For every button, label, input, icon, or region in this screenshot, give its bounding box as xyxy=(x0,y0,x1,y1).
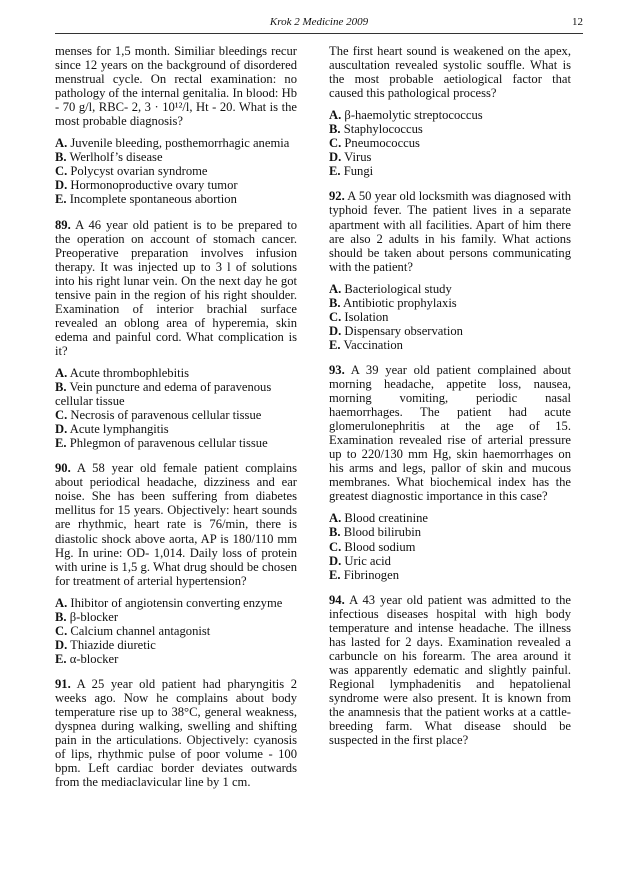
answer-text: Blood bilirubin xyxy=(343,525,422,540)
answer-option xyxy=(329,324,571,338)
answer-text: Blood sodium xyxy=(344,539,416,554)
answer-letter: B. xyxy=(55,380,67,395)
left-column xyxy=(55,44,297,789)
answer-text: Fibrinogen xyxy=(343,567,399,582)
answer-letter: C. xyxy=(55,164,68,179)
header-title: Krok 2 Medicine 2009 xyxy=(269,16,369,28)
question-92-text: A 50 year old locksmith was diagnosed with typhoid fever. The patient lives in a separate apartment with all facilities. Apart of him there are also 2 adults in his family. What actions should be taken about persons communicating with the patient? xyxy=(329,189,571,274)
answer-option xyxy=(55,596,297,610)
answer-option xyxy=(329,525,571,539)
answer-option xyxy=(55,366,297,380)
question-93-number: 93. xyxy=(329,362,345,377)
answer-letter: D. xyxy=(55,422,68,437)
question-91-continuation: The first heart sound is weakened on the apex, auscultation revealed systolic souffle. What is the most probable aetiological factor that caused this pathological process? xyxy=(329,44,571,101)
answer-text: Calcium channel antagonist xyxy=(70,623,211,638)
answer-letter: E. xyxy=(329,337,341,352)
answer-text: Pneumococcus xyxy=(344,136,420,151)
answer-text: Werlholf’s disease xyxy=(69,150,163,165)
answer-option xyxy=(55,422,297,436)
answer-option xyxy=(55,652,297,666)
answer-option xyxy=(329,511,571,525)
answer-text: Acute lymphangitis xyxy=(69,422,169,437)
answer-text: β-blocker xyxy=(69,609,119,624)
answer-option xyxy=(329,310,571,324)
answer-text: Bacteriological study xyxy=(344,281,452,296)
answer-option xyxy=(329,540,571,554)
answer-letter: A. xyxy=(55,365,68,380)
question-90-options xyxy=(55,596,297,666)
answer-letter: E. xyxy=(329,567,341,582)
right-column xyxy=(329,44,571,747)
question-89-text: A 46 year old patient is to be prepared to the operation on account of stomach cancer. Preoperative preparation involves infusion therapy. It was injected up to 3 l of solutions into his right lunar vein. On the next day he got tensive pain in the region of his right shoulder. Examination of interior brachial surface revealed an oblong area of hyperemia, skin edema and painful cord. What complication is it? xyxy=(55,217,297,358)
question-94-number: 94. xyxy=(329,592,345,607)
answer-letter: D. xyxy=(55,637,68,652)
answer-text: Uric acid xyxy=(344,553,391,568)
answer-letter: C. xyxy=(329,539,342,554)
question-91-number: 91. xyxy=(55,676,71,691)
question-88-options xyxy=(55,136,297,206)
answer-letter: D. xyxy=(329,323,342,338)
answer-letter: A. xyxy=(55,136,68,151)
answer-text: Incomplete spontaneous abortion xyxy=(69,192,237,207)
answer-text: Fungi xyxy=(343,164,374,179)
answer-text: Juvenile bleeding, posthemorrhagic anemia xyxy=(70,136,290,151)
answer-letter: B. xyxy=(329,122,341,137)
answer-text: Polycyst ovarian syndrome xyxy=(70,164,208,179)
answer-option xyxy=(329,568,571,582)
question-89-number: 89. xyxy=(55,217,71,232)
question-89 xyxy=(55,218,297,358)
question-93-options xyxy=(329,511,571,581)
answer-option xyxy=(55,408,297,422)
answer-letter: C. xyxy=(55,623,68,638)
answer-letter: A. xyxy=(329,281,342,296)
answer-option xyxy=(55,136,297,150)
answer-letter: E. xyxy=(55,651,67,666)
question-91-options xyxy=(329,108,571,178)
question-89-options xyxy=(55,366,297,450)
header-rule xyxy=(55,33,583,34)
answer-option xyxy=(55,192,297,206)
question-91-text: A 25 year old patient had pharyngitis 2 weeks ago. Now he complains about body temperature rise up to 38°C, general weakness, dyspnea during walking, swelling and shifting pain in the articulations. Objectively: cyanosis of lips, rhythmic pulse of poor volume - 100 bpm. Left cardiac border deviates outwards from the mediaclavicular line by 1 cm. xyxy=(55,676,297,790)
answer-option xyxy=(55,610,297,624)
answer-text: Antibiotic prophylaxis xyxy=(343,295,457,310)
answer-text: α-blocker xyxy=(69,651,119,666)
answer-text: β-haemolytic streptococcus xyxy=(344,108,483,123)
answer-option xyxy=(55,380,297,408)
answer-letter: E. xyxy=(55,192,67,207)
running-header xyxy=(55,16,583,32)
answer-text: Blood creatinine xyxy=(344,511,428,526)
answer-letter: B. xyxy=(329,525,341,540)
answer-letter: C. xyxy=(329,136,342,151)
answer-letter: A. xyxy=(55,595,68,610)
answer-text: Necrosis of paravenous cellular tissue xyxy=(70,408,262,423)
answer-option xyxy=(55,638,297,652)
answer-text: Acute thrombophlebitis xyxy=(69,365,189,380)
question-92 xyxy=(329,189,571,273)
answer-text: Thiazide diuretic xyxy=(70,637,156,652)
page-number: 12 xyxy=(572,16,583,28)
answer-option xyxy=(55,624,297,638)
question-92-number: 92. xyxy=(329,189,345,204)
answer-option xyxy=(55,150,297,164)
question-93-text: A 39 year old patient complained about morning headache, appetite loss, nausea, morning vomiting, periodic nasal haemorrhages. The patient had acute glomerulonephritis at the age of 15. Examination revealed rise of arterial pressure up to 220/130 mm Hg, skin haemorrhages on his arms and legs, pallor of skin and mucous membranes. What biochemical index has the greatest diagnostic importance in this case? xyxy=(329,362,571,504)
answer-letter: D. xyxy=(55,178,68,193)
answer-letter: B. xyxy=(329,295,341,310)
answer-option xyxy=(55,436,297,450)
answer-text: Isolation xyxy=(344,309,389,324)
answer-letter: C. xyxy=(329,309,342,324)
question-94 xyxy=(329,593,571,748)
answer-option xyxy=(329,338,571,352)
question-90-text: A 58 year old female patient complains about periodical headache, dizziness and ear noise. She has been suffering from diabetes mellitus for 15 years. Objectively: heart sounds are rhythmic, heart rate is 76/min, there is diastolic shock above aorta, AP is 180/110 mm Hg. In urine: OD- 1,014. Daily loss of protein with urine is 1,5 g. What drug should be chosen for treatment of arterial hypertension? xyxy=(55,461,297,588)
answer-option xyxy=(329,282,571,296)
answer-letter: D. xyxy=(329,150,342,165)
answer-letter: A. xyxy=(329,511,342,526)
answer-text: Phlegmon of paravenous cellular tissue xyxy=(69,436,268,451)
question-92-options xyxy=(329,282,571,352)
answer-text: Vaccination xyxy=(343,337,403,352)
answer-option xyxy=(329,136,571,150)
answer-letter: D. xyxy=(329,553,342,568)
question-90 xyxy=(55,461,297,587)
answer-letter: E. xyxy=(55,436,67,451)
answer-text: Virus xyxy=(344,150,372,165)
question-90-number: 90. xyxy=(55,461,71,476)
answer-letter: C. xyxy=(55,408,68,423)
question-93 xyxy=(329,363,571,503)
answer-text: Staphylococcus xyxy=(343,122,423,137)
question-88-continuation: menses for 1,5 month. Similiar bleedings recur since 12 years on the background of disordered menstrual cycle. On rectal examination: no pathology of the internal genitalia. In blood: Hb - 70 g/l, RBC- 2, 3 · 10¹²/l, Ht - 20. What is the most probable diagnosis? xyxy=(55,44,297,129)
answer-option xyxy=(329,164,571,178)
answer-letter: B. xyxy=(55,150,67,165)
answer-option xyxy=(329,296,571,310)
answer-letter: E. xyxy=(329,164,341,179)
question-94-text: A 43 year old patient was admitted to the infectious diseases hospital with high body temperature and intense headache. The illness has lasted for 2 days. Examination revealed a carbuncle on his forearm. The area around it was apparently edematic and slightly painful. Regional lymphadenitis and hepatolienal syndrome were also present. It is known from the anamnesis that the patient works at a cattle-breeding farm. What disease should be suspected in the first place? xyxy=(329,592,571,748)
answer-option xyxy=(329,150,571,164)
answer-text: Vein puncture and edema of paravenous cellular tissue xyxy=(55,380,272,409)
answer-text: Dispensary observation xyxy=(344,323,463,338)
answer-option xyxy=(329,554,571,568)
answer-option xyxy=(329,108,571,122)
answer-text: Hormonoproductive ovary tumor xyxy=(70,178,238,193)
question-91 xyxy=(55,677,297,789)
answer-option xyxy=(55,178,297,192)
answer-text: Ihibitor of angiotensin converting enzyme xyxy=(70,595,283,610)
answer-letter: A. xyxy=(329,108,342,123)
answer-option xyxy=(55,164,297,178)
answer-option xyxy=(329,122,571,136)
answer-letter: B. xyxy=(55,609,67,624)
